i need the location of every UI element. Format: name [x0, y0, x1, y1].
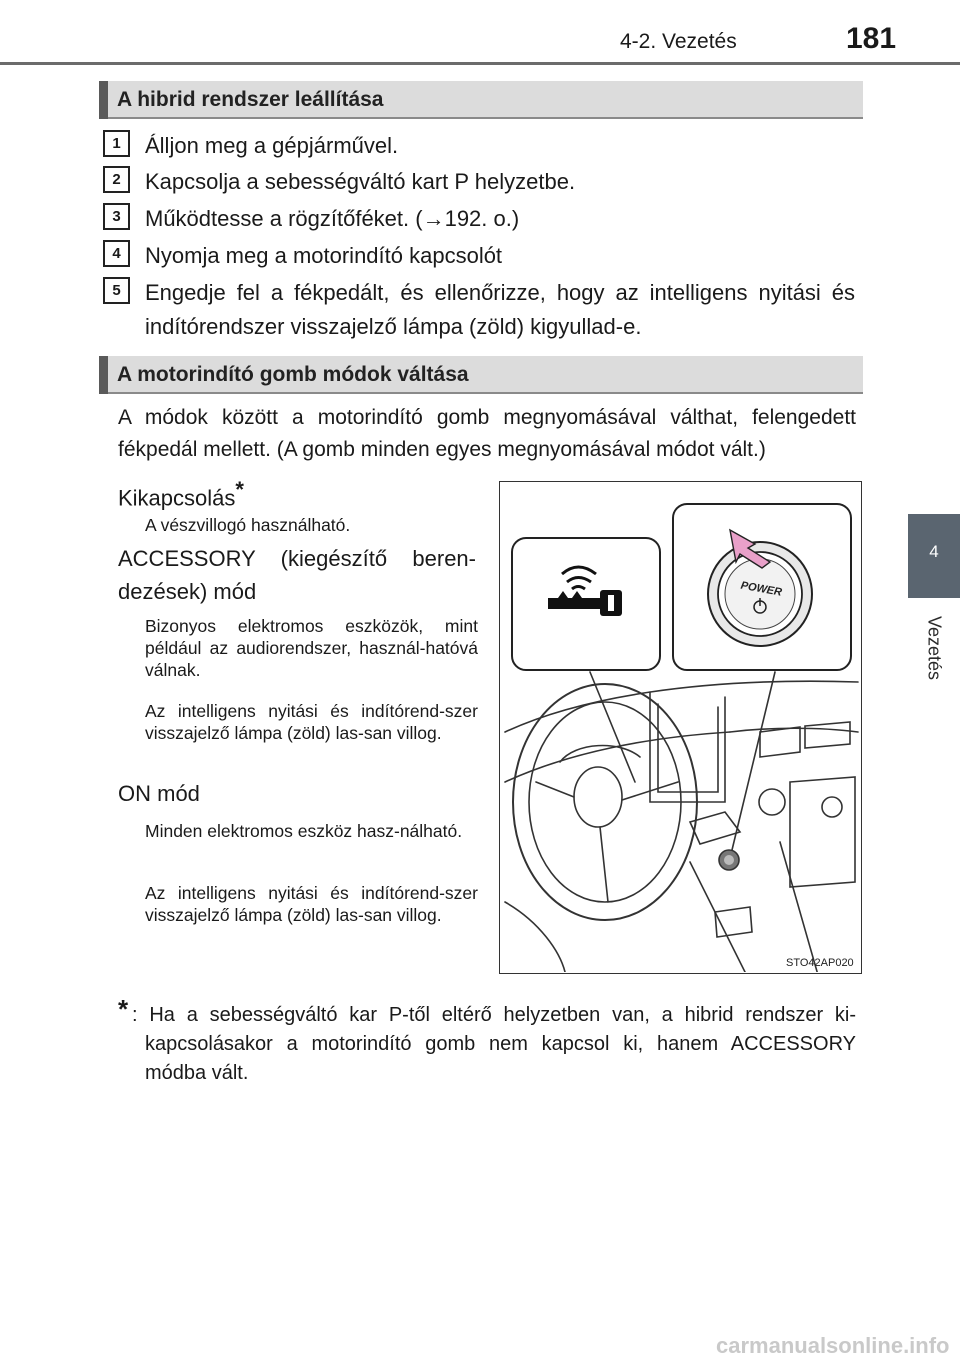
header-rule [0, 62, 960, 65]
intro-paragraph: A módok között a motorindító gomb megnyomásával válthat, felengedett fékpedál mellett. (A gomb minden egyes megnyomásával módot vált.) [118, 406, 856, 461]
step-number-1: 1 [103, 130, 130, 157]
step-number-5: 5 [103, 277, 130, 304]
chapter-tab-number: 4 [929, 542, 939, 561]
chapter-tab-label-text: Vezetés [924, 615, 945, 681]
figure-code: STO42AP020 [786, 957, 854, 969]
section-heading-mode-switch [99, 356, 863, 394]
step-number-2: 2 [103, 166, 130, 193]
mode-on-description-2: Az intelligens nyitási és indítórend-szer visszajelző lámpa (zöld) las-san villog. [145, 883, 478, 925]
mode-accessory-description-2: Az intelligens nyitási és indítórend-szer visszajelző lámpa (zöld) las-san villog. [145, 701, 478, 743]
step-text-3: Működtesse a rögzítőféket. (→192. o.) [145, 206, 520, 231]
dashboard-illustration [499, 481, 862, 974]
step-text-1: Álljon meg a gépjárművel. [145, 133, 399, 158]
step-number-4: 4 [103, 240, 130, 267]
footnote-text [132, 1001, 856, 1088]
section-heading-text: A motorindító gomb módok váltása [117, 363, 469, 386]
chapter-tab [908, 514, 960, 598]
footnote-body: : Ha a sebességváltó kar P-től eltérő helyzetben van, a hibrid rendszer ki-kapcsolásakor a motorindító gomb nem kapcsol ki, hanem ACCESSORY módba vált. [132, 1004, 856, 1084]
footnote-marker: * [235, 477, 244, 502]
section-header: 4-2. Vezetés [620, 30, 737, 53]
mode-off-title: Kikapcsolás [118, 485, 236, 511]
step-text-5: Engedje fel a fékpedált, és ellenőrizze, hogy az intelligens nyitási és indítórendszer visszajelző lámpa (zöld) kigyullad-e. [145, 280, 855, 339]
footnote-star: * [118, 994, 129, 1024]
mode-accessory-description-1: Bizonyos elektromos eszközök, mint például az audiorendszer, használ-hatóvá válnak. [145, 616, 478, 680]
mode-off-description: A vészvillogó használható. [145, 515, 351, 535]
watermark: carmanualsonline.info [716, 1333, 950, 1358]
dashboard-drawing [500, 482, 860, 972]
mode-accessory-heading: ACCESSORY (kiegészítő beren-dezések) mód [118, 546, 476, 604]
chapter-tab-label [905, 608, 960, 688]
mode-on-heading: ON mód [118, 781, 200, 806]
section-heading-text: A hibrid rendszer leállítása [117, 88, 384, 111]
mode-off-heading [118, 474, 244, 514]
step-number-3: 3 [103, 203, 130, 230]
page-number: 181 [846, 22, 897, 55]
mode-on-description-1: Minden elektromos eszköz hasz-nálható. [145, 821, 463, 841]
step-text-4: Nyomja meg a motorindító kapcsolót [145, 243, 503, 268]
section-heading-hybrid-stop [99, 81, 863, 119]
step-text-2: Kapcsolja a sebességváltó kart P helyzetbe. [145, 169, 576, 194]
power-button-label: POWER [739, 579, 783, 599]
